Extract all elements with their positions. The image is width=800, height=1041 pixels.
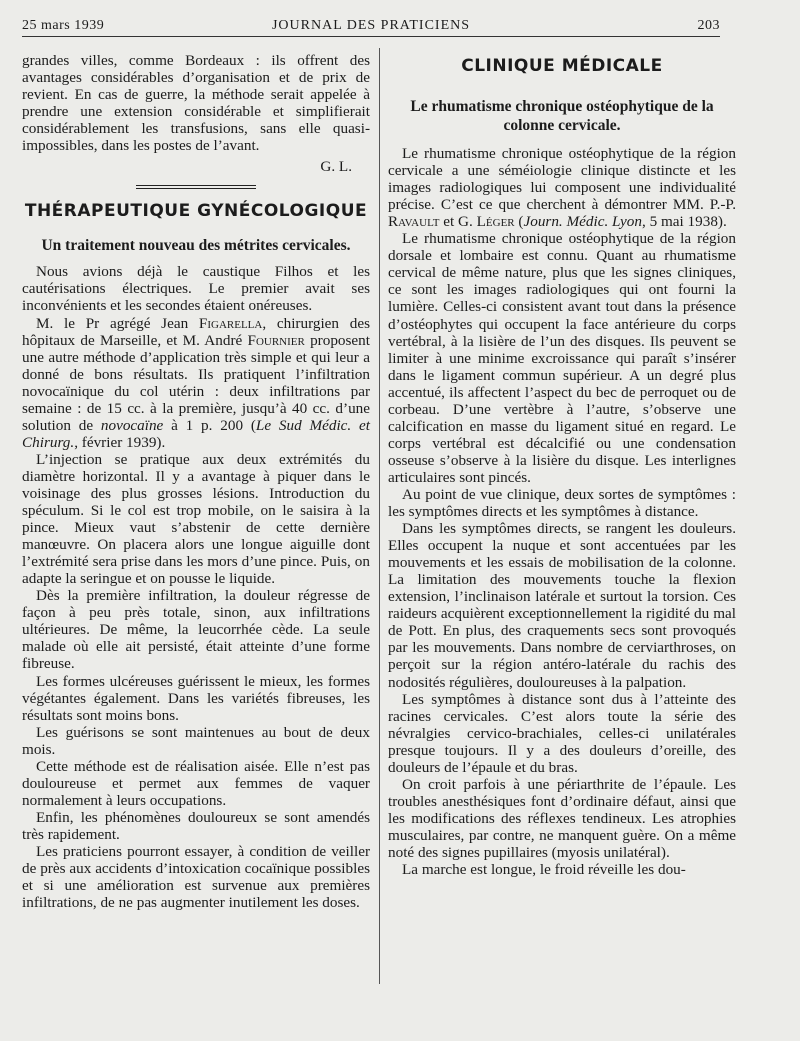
issue-date: 25 mars 1939 [22,18,105,33]
citation: Le Sud Médic. et Chirurg. [22,416,370,451]
author-name: Fournier [247,331,305,349]
paragraph: M. le Pr agrégé Jean Figarella, chirurgien des hôpitaux de Marseille, et M. André Fournier proposent une autre méthode d’application très simple et qui leur a donné de bons résultats. Ils pratiquent l’infiltration novocaïnique du col utérin : deux infiltrations par semaine : de 15 cc. à la première, jusqu’à 40 cc. d’une solution de novocaïne à 1 p. 200 (Le Sud Médic. et Chirurg., février 1939). [22,314,370,451]
section-heading-therapeutique: THÉRAPEUTIQUE GYNÉCOLOGIQUE [24,201,368,222]
paragraph: Nous avions déjà le caustique Filhos et les cautérisations électriques. Le premier avait ses inconvénients et les secondes étaient onéreuses. [22,263,370,315]
paragraph: Les formes ulcéreuses guérissent le mieux, les formes végétantes également. Dans les variétés fibreuses, les résultats sont moins bons. [22,672,370,724]
section-divider [136,185,256,189]
paragraph: Le rhumatisme chronique ostéophytique de la région dorsale et lombaire est connu. Quant au rhumatisme cervical de même nature, plus que les signes cliniques, ce sont les images radiologiques qui ont fourni la lumière. Celles-ci consistent avant tout dans la présence d’ostéophytes qui occupent la face antérieure du corps vertébral, à la lisière de l’un des disques. Ils peuvent se limiter à une minime excroissance qui paraît s’insérer dans le ligament commun supérieur. A un degré plus accentué, ils affectent l’aspect du bec de perroquet ou de corbeau. D’une vertèbre à l’autre, s’observe une calcification en masse du ligament situé en regard. Le corps vertébral est décalcifié ou une condensation osseuse s’observe à la lisière du disque. Les interlignes articulaires sont pincés. [388,230,736,486]
column-divider [379,48,380,984]
section-heading-clinique: CLINIQUE MÉDICALE [461,56,663,76]
paragraph: Dans les symptômes directs, se rangent les douleurs. Elles occupent la nuque et sont accentuées par les mouvements et les essais de mobilisation de la colonne. La limitation des mouvements touche la flexion extension, l’inclinaison latérale et surtout la torsion. Ces raideurs acquièrent exceptionnellement la rigidité du mal de Pott. En plus, des craquements secs sont provoqués par les mouvements. Dans nombre de cerviarthroses, on perçoit sur la région antéro-latérale du rachis des nodosités régulières, douloureuses à la palpation. [388,520,736,691]
paragraph: On croit parfois à une périarthrite de l’épaule. Les troubles anesthésiques font d’ordinaire défaut, ainsi que les modifications des réflexes tendineux. Les atrophies musculaires, par contre, ne manquent guère. On a même noté des signes pupillaires (myosis unilatéral). [388,775,736,861]
paragraph: L’injection se pratique aux deux extrémités du diamètre horizontal. Il y a avantage à piquer dans le voisinage des plus grosses lésions. Introduction du spéculum. Si le col est trop mobile, on le saisira à la pince. Mieux vaut s’abstenir de cette dernière manœuvre. On placera alors une longue aiguille dont l’extrémité sera prise dans les mors d’une pince. Puis, on adapte la seringue et on pousse le liquide. [22,450,370,588]
author-name: Léger [476,213,515,231]
left-column [22,52,370,911]
article-title-rhumatisme: Le rhumatisme chronique ostéophytique de la colonne cervicale. [410,98,714,135]
paragraph: Dès la première infiltration, la douleur régresse de façon à peu près totale, sinon, aux infiltrations ultérieures. De même, la leucorrhée cède. La seule malade où elle ait persisté, était atteinte d’une forme fibreuse. [22,587,370,673]
paragraph: La marche est longue, le froid réveille les dou- [402,861,686,879]
page-number: 203 [697,18,720,33]
article-title-metrites: Un traitement nouveau des métrites cervicales. [41,237,351,255]
citation: Journ. Médic. Lyon [523,213,642,231]
author-name: Ravault [388,213,440,231]
journal-title: JOURNAL DES PRATICIENS [271,18,471,33]
author-name: Figarella [198,314,263,332]
author-signature: G. L. [320,158,352,176]
intro-paragraph: grandes villes, comme Bordeaux : ils offrent des avantages considérables d’organisation et de prix de revient. En cas de guerre, la méthode serait appelée à prendre une extension considérable et simplifierait considérablement les transfusions, sans elle quasi-impossibles, dans les postes de l’avant. [22,52,370,155]
running-header [22,16,720,37]
paragraph: Enfin, les phénomènes douloureux se sont amendés très rapidement. [22,808,370,843]
right-column [388,52,736,878]
paragraph: Les praticiens pourront essayer, à condition de veiller de près aux accidents d’intoxication cocaïnique possibles et si une amélioration est survenue aux premières infiltrations, de ne pas augmenter inutilement les doses. [22,842,370,912]
paragraph: Les symptômes à distance sont dus à l’atteinte des racines cervicales. C’est alors toute la série des névralgies cervico-brachiales, celles-ci unilatérales presque toujours. Il y a des douleurs d’oreille, des douleurs de l’épaule et du bras. [388,690,736,776]
paragraph: Au point de vue clinique, deux sortes de symptômes : les symptômes directs et les symptômes à distance. [388,485,736,521]
paragraph: Cette méthode est de réalisation aisée. Elle n’est pas douloureuse et permet aux femmes de vaquer normalement à leurs occupations. [22,757,370,809]
paragraph: Les guérisons se sont maintenues au bout de deux mois. [22,723,370,758]
paragraph: Le rhumatisme chronique ostéophytique de la région cervicale a une séméiologie clinique distincte et les images radiologiques lui composent une individualité précise. C’est ce que cherchent à démontrer MM. P.-P. Ravault et G. Léger (Journ. Médic. Lyon, 5 mai 1938). [388,145,736,231]
